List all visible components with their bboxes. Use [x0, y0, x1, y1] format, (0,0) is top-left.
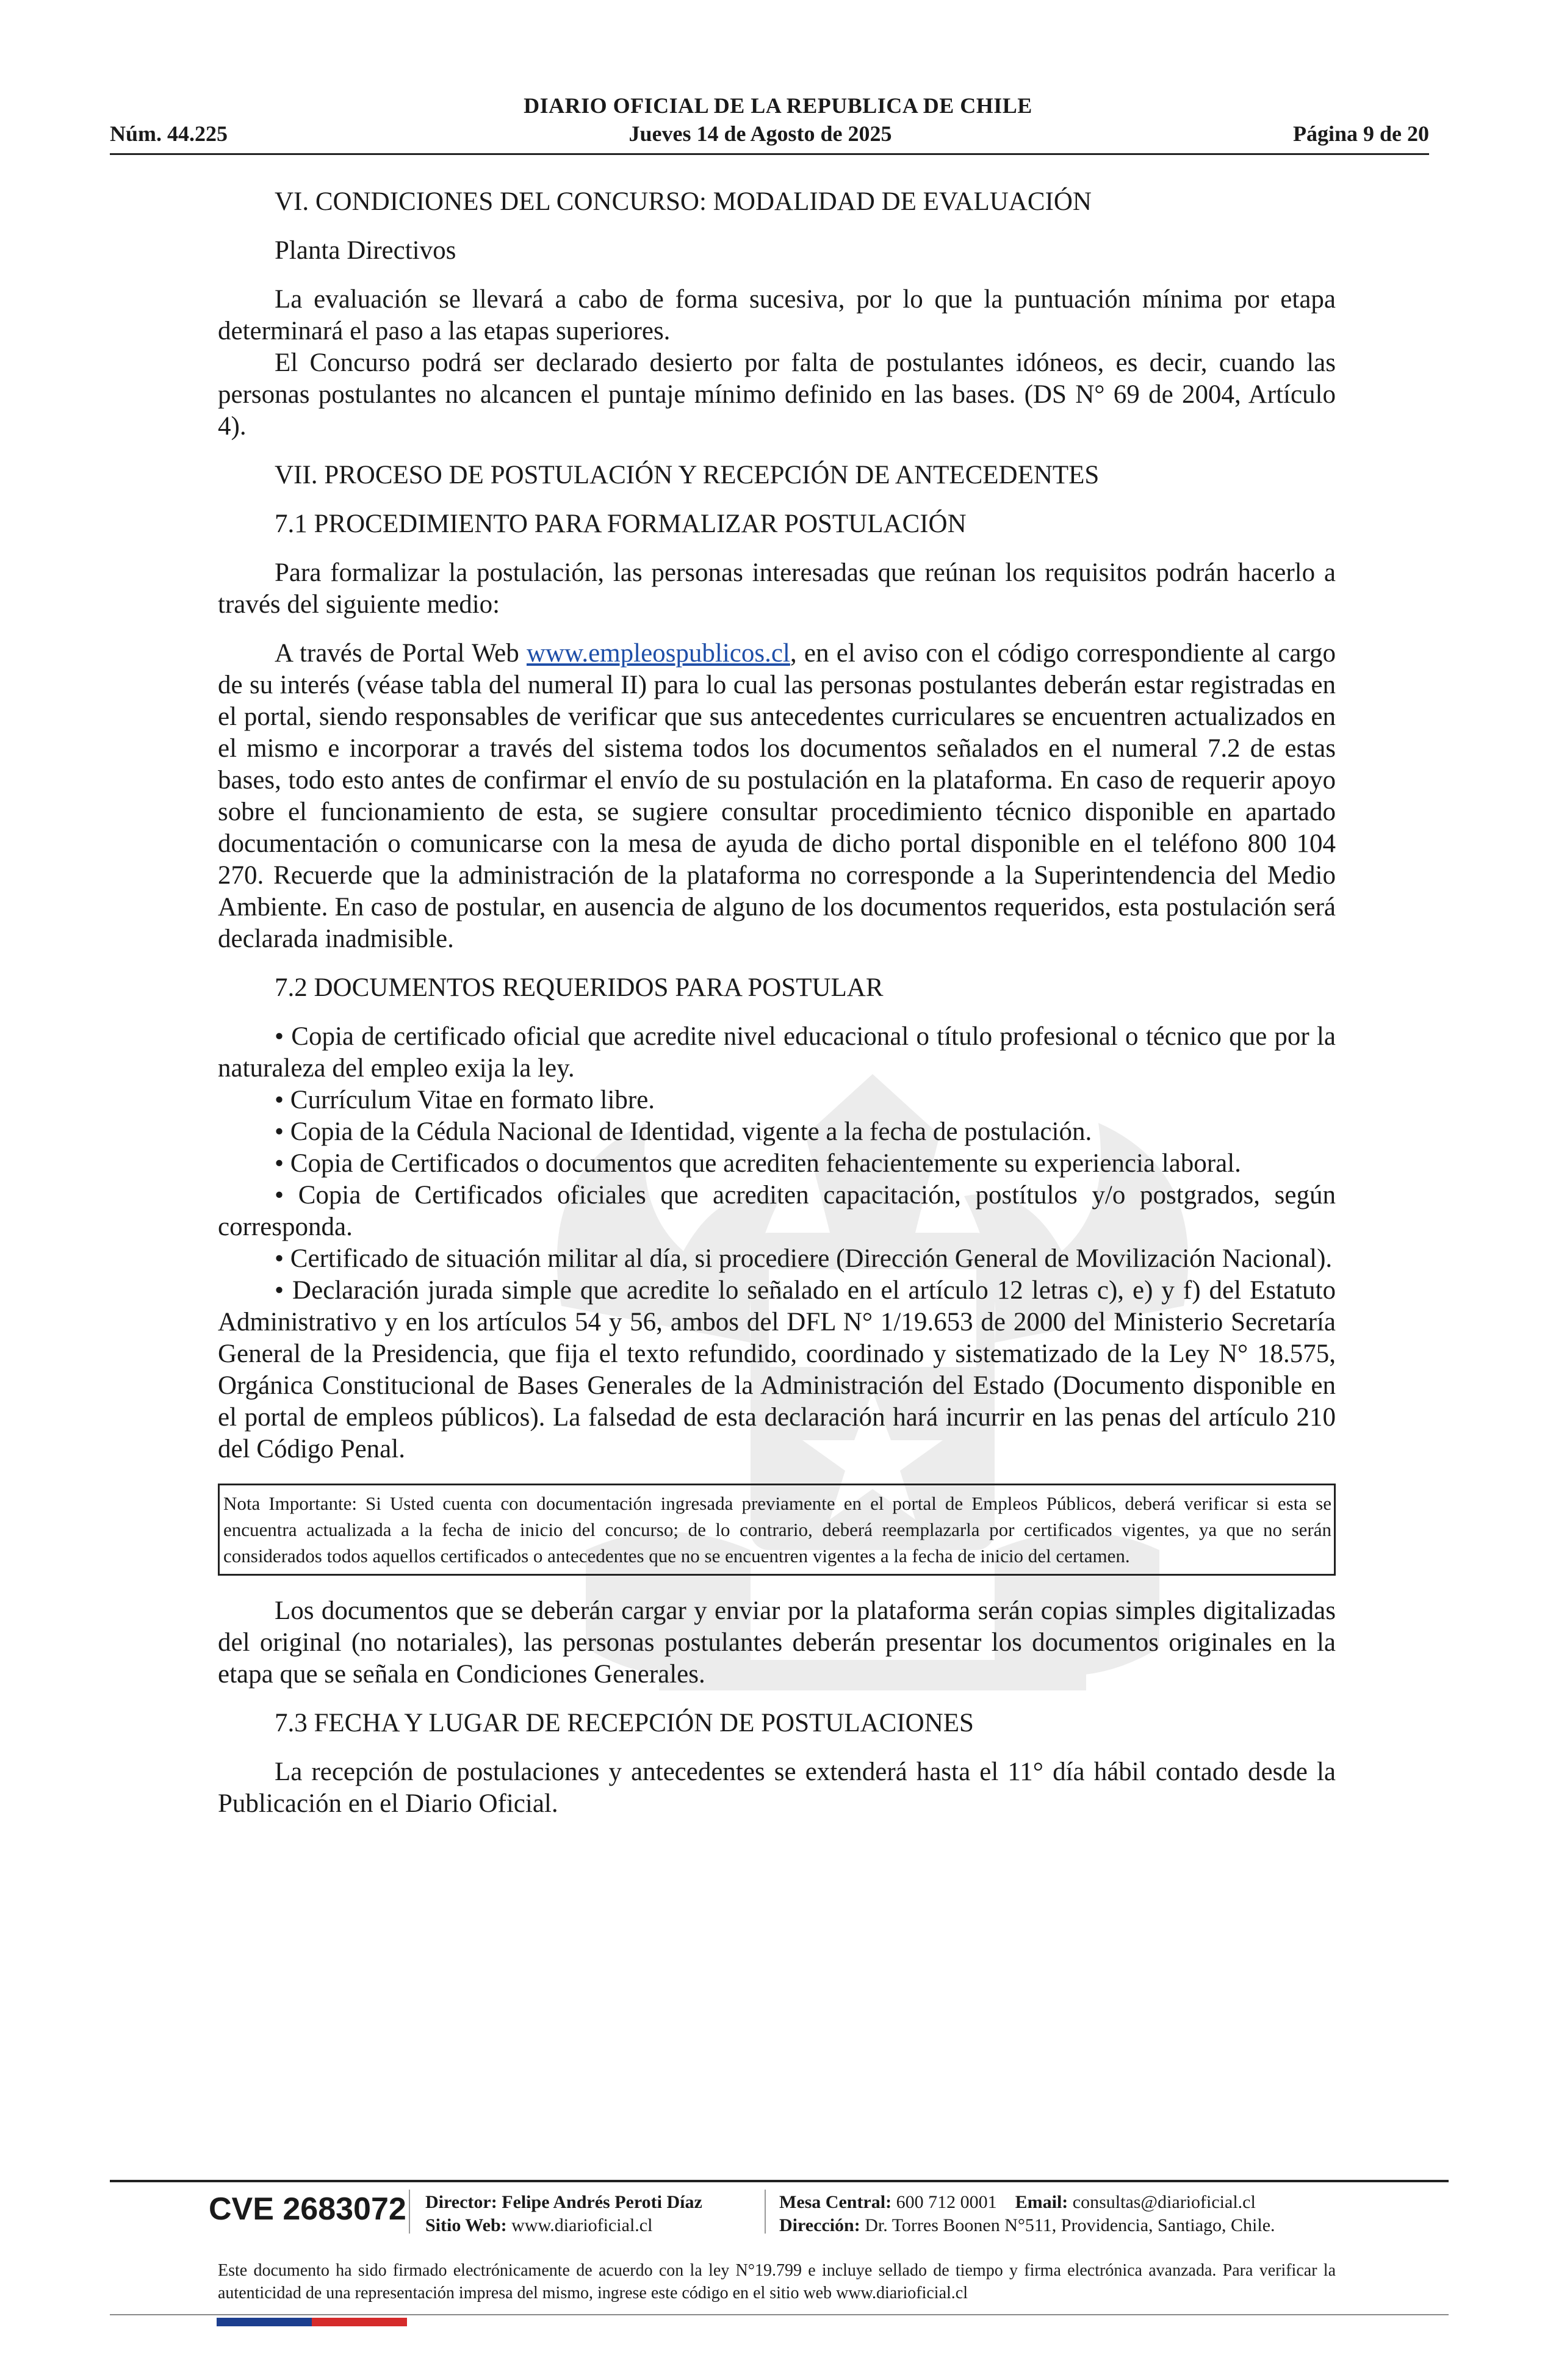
important-note-box: Nota Importante: Si Usted cuenta con documentación ingresada previamente en el portal de Empleos Públicos, deberá verificar si esta se encuentra actualizada a la fecha de inicio del concurso; de lo contrario, deberá reemplazarla por certificados vigentes, ya que no serán considerados todos aquellos certificados o antecedentes que no se encuentren vigentes a la fecha de inicio del certamen. — [218, 1484, 1336, 1576]
list-item: • Copia de Certificados oficiales que acrediten capacitación, postítulos y/o postgrados, según corresponda. — [218, 1181, 1336, 1241]
page-indicator: Página 9 de 20 — [1292, 121, 1429, 146]
issue-date: Jueves 14 de Agosto de 2025 — [629, 121, 892, 146]
email-label: Email: — [1015, 2192, 1068, 2212]
header-divider — [110, 153, 1429, 155]
section-7-3-paragraph-1: La recepción de postulaciones y antecedentes se extenderá hasta el 11° día hábil contado desde la Publicación en el Diario Oficial. — [218, 1758, 1336, 1818]
portal-intro-text: A través de Portal Web — [275, 639, 527, 668]
section-6-paragraph-2: El Concurso podrá ser declarado desierto por falta de postulantes idóneos, es decir, cuando las personas postulantes no alcancen el puntaje mínimo definido en las bases. (DS N° 69 de 2004, Artículo 4). — [218, 348, 1336, 441]
document-body — [218, 186, 1336, 1820]
footer-contact-block — [779, 2191, 1275, 2237]
flag-blue-segment — [217, 2318, 312, 2326]
director-name: Felipe Andrés Peroti Díaz — [502, 2192, 702, 2212]
website-label: Sitio Web: — [425, 2215, 507, 2235]
section-7-3-heading: 7.3 FECHA Y LUGAR DE RECEPCIÓN DE POSTULACIONES — [275, 1709, 974, 1737]
website-value: www.diarioficial.cl — [511, 2215, 653, 2235]
newspaper-title: DIARIO OFICIAL DE LA REPUBLICA DE CHILE — [524, 93, 1032, 118]
list-item: • Copia de la Cédula Nacional de Identidad, vigente a la fecha de postulación. — [275, 1117, 1092, 1146]
list-item: • Copia de Certificados o documentos que acrediten fehacientemente su experiencia laboral. — [275, 1149, 1241, 1178]
footer-director-block — [425, 2191, 702, 2237]
section-6-subheading: Planta Directivos — [275, 236, 456, 265]
footer-separator — [765, 2190, 766, 2234]
mesa-central-value: 600 712 0001 — [896, 2192, 997, 2212]
list-item: • Declaración jurada simple que acredite lo señalado en el artículo 12 letras c), e) y f) del Estatuto Administrativo y en los artículos 54 y 56, ambos del DFL N° 1/19.653 de 2000 del Ministerio Secretaría General de la Presidencia, que fija el texto refundido, coordinado y sistematizado de la Ley N° 18.575, Orgánica Constitucional de Bases Generales de la Administración del Estado (Documento disponible en el portal de empleos públicos). La falsedad de esta declaración hará incurrir en las penas del artículo 210 del Código Penal. — [218, 1276, 1336, 1463]
cve-code: CVE 2683072 — [209, 2191, 406, 2227]
footer-separator — [409, 2190, 410, 2234]
section-7-2-paragraph-after: Los documentos que se deberán cargar y enviar por la plataforma serán copias simples digitalizadas del original (no notariales), las personas postulantes deberán presentar los documentos originales en la etapa que se señala en Condiciones Generales. — [218, 1596, 1336, 1689]
footer-divider-bottom — [110, 2314, 1449, 2315]
section-6-paragraph-1: La evaluación se llevará a cabo de forma sucesiva, por lo que la puntuación mínima por etapa determinará el paso a las etapas superiores. — [218, 285, 1336, 345]
section-6-heading: VI. CONDICIONES DEL CONCURSO: MODALIDAD DE EVALUACIÓN — [275, 187, 1092, 216]
list-item: • Certificado de situación militar al día, si procediere (Dirección General de Movilización Nacional). — [275, 1244, 1333, 1273]
flag-stripe — [217, 2318, 407, 2326]
portal-instructions-text: , en el aviso con el código correspondiente al cargo de su interés (véase tabla del numeral II) para lo cual las personas postulantes deberán estar registradas en el portal, siendo responsables de verificar que sus antecedentes curriculares se encuentren actualizados en el mismo e incorporar a través del sistema todos los documentos señalados en el numeral 7.2 de estas bases, todo esto antes de confirmar el envío de su postulación en la plataforma. En caso de requerir apoyo sobre el funcionamiento de esta, se sugiere consultar procedimiento técnico disponible en apartado documentación o comunicarse con la mesa de ayuda de dicho portal disponible en el teléfono 800 104 270. Recuerde que la administración de la plataforma no corresponde a la Superintendencia del Medio Ambiente. En caso de postular, en ausencia de alguno de los documentos requeridos, esta postulación será declarada inadmisible. — [218, 639, 1336, 953]
issue-number: Núm. 44.225 — [110, 121, 228, 146]
section-7-heading: VII. PROCESO DE POSTULACIÓN Y RECEPCIÓN DE ANTECEDENTES — [275, 461, 1100, 489]
footer-divider-top — [110, 2180, 1449, 2182]
section-7-1-heading: 7.1 PROCEDIMIENTO PARA FORMALIZAR POSTULACIÓN — [275, 510, 967, 538]
mesa-central-label: Mesa Central: — [779, 2192, 892, 2212]
director-label: Director: — [425, 2192, 497, 2212]
empleos-publicos-link[interactable]: www.empleospublicos.cl — [526, 639, 790, 668]
address-label: Dirección: — [779, 2215, 860, 2235]
email-value: consultas@diarioficial.cl — [1072, 2192, 1256, 2212]
section-7-1-paragraph-2 — [218, 638, 1336, 955]
header-row — [110, 121, 1429, 146]
section-7-2-heading: 7.2 DOCUMENTOS REQUERIDOS PARA POSTULAR — [275, 973, 884, 1002]
section-7-1-paragraph-1: Para formalizar la postulación, las personas interesadas que reúnan los requisitos podrán hacerlo a través del siguiente medio: — [218, 558, 1336, 619]
required-documents-list — [218, 1021, 1336, 1465]
list-item: • Currículum Vitae en formato libre. — [275, 1086, 655, 1114]
list-item: • Copia de certificado oficial que acredite nivel educacional o título profesional o técnico que por la naturaleza del empleo exija la ley. — [218, 1022, 1336, 1083]
electronic-signature-note: Este documento ha sido firmado electrónicamente de acuerdo con la ley N°19.799 e incluye sellado de tiempo y firma electrónica avanzada. Para verificar la autenticidad de una representación impresa del mismo, ingrese este código en el sitio web www.diarioficial.cl — [218, 2261, 1336, 2302]
flag-red-segment — [312, 2318, 407, 2326]
address-value: Dr. Torres Boonen N°511, Providencia, Santiago, Chile. — [865, 2215, 1275, 2235]
